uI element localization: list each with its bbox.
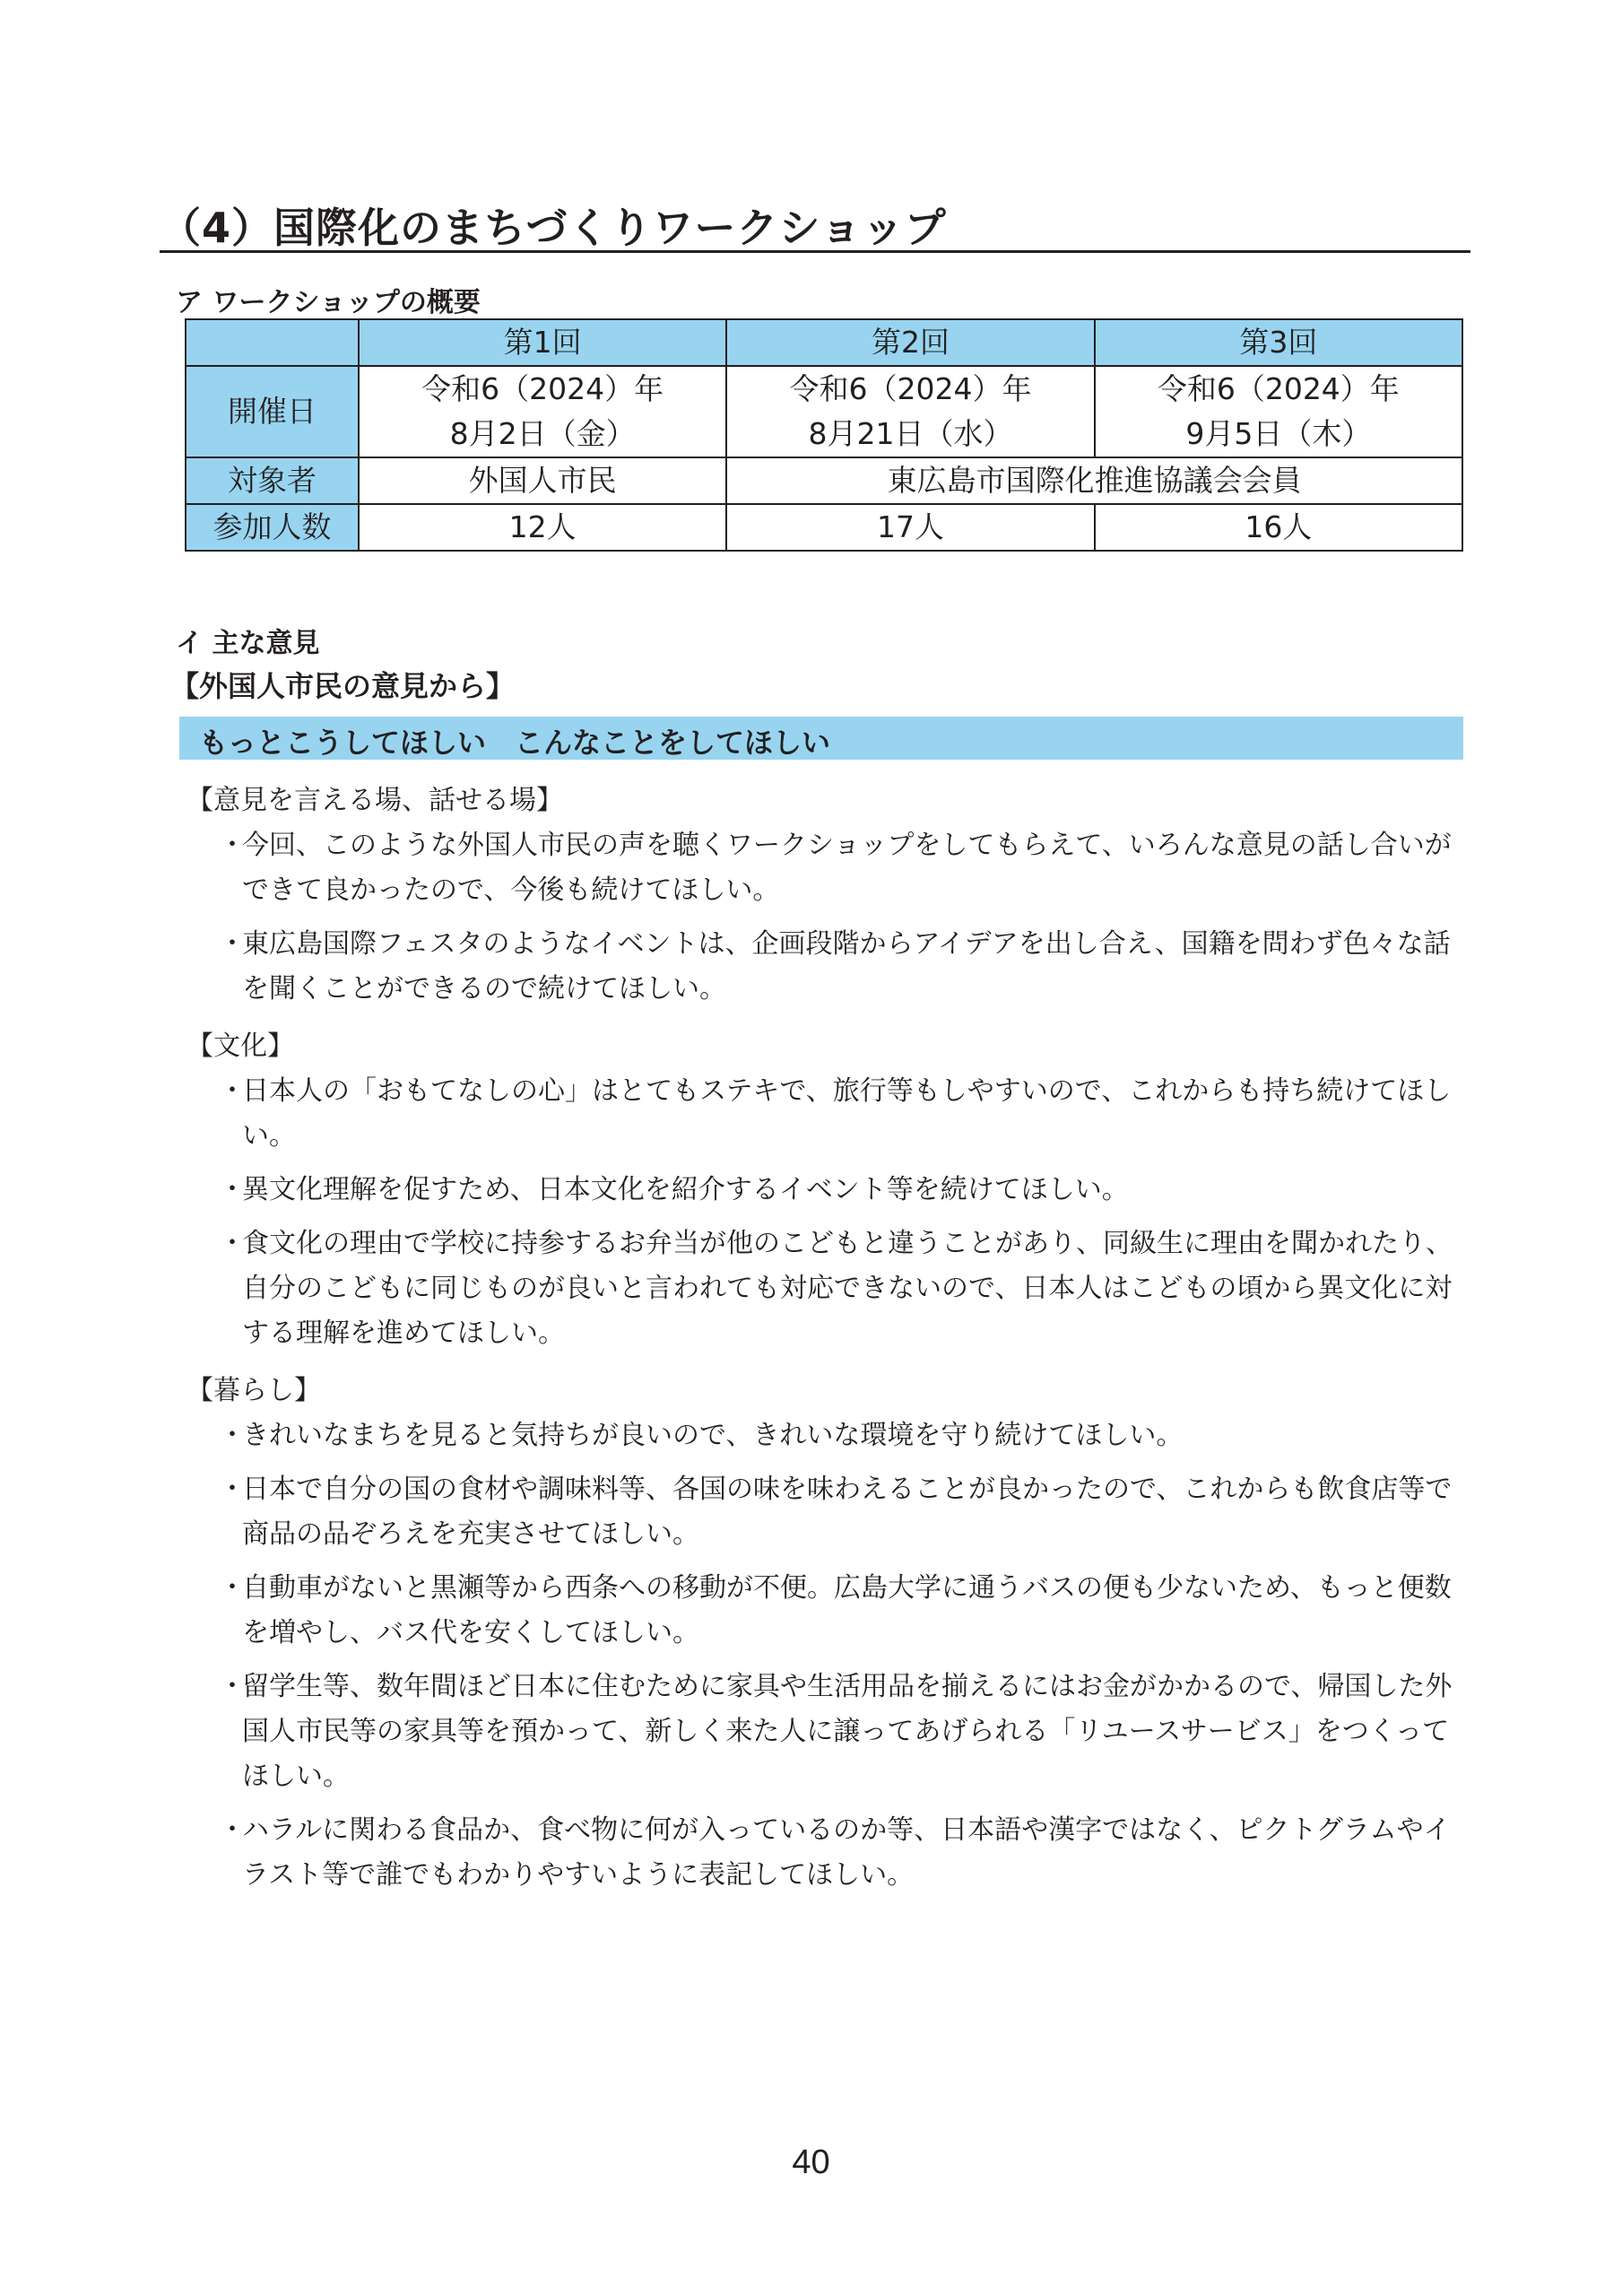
- table-row-date: [186, 366, 1462, 457]
- workshop-overview-table: [185, 318, 1463, 552]
- list-item: [186, 1222, 1465, 1356]
- target-session-1: 外国人市民: [359, 457, 726, 504]
- list-item: [186, 1168, 1465, 1213]
- date-session-1-day: 8月2日（金）: [449, 416, 636, 451]
- bullet-mark: ・: [219, 1174, 246, 1205]
- section-title-underline: [160, 250, 1470, 253]
- participants-session-1: 12人: [359, 504, 726, 551]
- opinions-source-heading: 【外国人市民の意見から】: [170, 669, 516, 703]
- bullet-mark: ・: [219, 1814, 246, 1846]
- list-item-text: ハラルに関わる食品か、食べ物に何が入っているのか等、日本語や漢字ではなく、ピクトグラムやイラスト等で誰でもわかりやすいように表記してほしい。: [242, 1814, 1451, 1891]
- list-item: [186, 1069, 1465, 1159]
- bullet-mark: ・: [219, 830, 246, 861]
- opinions-list: [186, 778, 1465, 1898]
- date-session-3-day: 9月5日（木）: [1185, 416, 1372, 451]
- bullet-mark: ・: [219, 928, 246, 960]
- list-item-text: 自動車がないと黒瀬等から西条への移動が不便。広島大学に通うバスの便も少ないため、もっと便数を増やし、バス代を安くしてほしい。: [242, 1572, 1452, 1648]
- request-band-label: もっとこうしてほしい こんなことをしてほしい: [199, 726, 831, 760]
- category-items: [186, 1069, 1465, 1356]
- list-item-text: 東広島国際フェスタのようなイベントは、企画段階からアイデアを出し合え、国籍を問わず色々な話を聞くことができるので続けてほしい。: [242, 928, 1451, 1004]
- date-session-1-year: 令和6（2024）年: [421, 371, 664, 406]
- list-item: [186, 1467, 1465, 1557]
- participants-session-3: 16人: [1095, 504, 1462, 551]
- opinions-heading: イ 主な意見: [176, 628, 320, 659]
- row-label-participants: 参加人数: [186, 504, 359, 551]
- bullet-mark: ・: [219, 1075, 246, 1107]
- list-item-text: 日本人の「おもてなしの心」はとてもステキで、旅行等もしやすいので、これからも持ち続けてほしい。: [242, 1075, 1452, 1152]
- list-item-text: 異文化理解を促すため、日本文化を紹介するイベント等を続けてほしい。: [242, 1174, 1129, 1205]
- bullet-mark: ・: [219, 1228, 246, 1259]
- date-session-3: [1095, 366, 1462, 457]
- target-session-2-3: 東広島市国際化推進協議会会員: [726, 457, 1462, 504]
- date-session-1: [359, 366, 726, 457]
- list-item: [186, 1808, 1465, 1898]
- category-heading: 【意見を言える場、話せる場】: [186, 785, 563, 816]
- list-item-text: きれいなまちを見ると気持ちが良いので、きれいな環境を守り続けてほしい。: [242, 1420, 1184, 1451]
- date-session-2: [726, 366, 1094, 457]
- list-item: [186, 1413, 1465, 1458]
- list-item: [186, 922, 1465, 1012]
- category-heading: 【暮らし】: [186, 1375, 321, 1406]
- list-item-text: 留学生等、数年間ほど日本に住むために家具や生活用品を揃えるにはお金がかかるので、帰国した外国人市民等の家具等を預かって、新しく来た人に譲ってあげられる「リユースサービス」をつくってほしい。: [242, 1671, 1453, 1792]
- category-items: [186, 1413, 1465, 1898]
- date-session-3-year: 令和6（2024）年: [1157, 371, 1400, 406]
- list-item: [186, 1665, 1465, 1799]
- date-session-2-year: 令和6（2024）年: [789, 371, 1032, 406]
- column-header-session-1: 第1回: [359, 319, 726, 366]
- row-label-target: 対象者: [186, 457, 359, 504]
- list-item: [186, 823, 1465, 913]
- table-header-row: [186, 319, 1462, 366]
- bullet-mark: ・: [219, 1671, 246, 1702]
- category-items: [186, 823, 1465, 1012]
- category-heading: 【文化】: [186, 1031, 294, 1062]
- participants-session-2: 17人: [726, 504, 1094, 551]
- page-number: 40: [792, 2144, 830, 2181]
- section-title: （4）国際化のまちづくりワークショップ: [160, 204, 947, 252]
- bullet-mark: ・: [219, 1474, 246, 1505]
- request-band: [179, 717, 1463, 760]
- row-label-date: 開催日: [186, 366, 359, 457]
- list-item-text: 日本で自分の国の食材や調味料等、各国の味を味わえることが良かったので、これからも飲食店等で商品の品ぞろえを充実させてほしい。: [242, 1474, 1453, 1550]
- list-item-text: 今回、このような外国人市民の声を聴くワークショップをしてもらえて、いろんな意見の話し合いができて良かったので、今後も続けてほしい。: [242, 830, 1452, 906]
- list-item: [186, 1566, 1465, 1656]
- column-header-session-2: 第2回: [726, 319, 1094, 366]
- list-item-text: 食文化の理由で学校に持参するお弁当が他のこどもと違うことがあり、同級生に理由を聞かれたり、自分のこどもに同じものが良いと言われても対応できないので、日本人はこどもの頃から異文化に対する理解を進めてほしい。: [242, 1228, 1453, 1349]
- table-corner-cell: [186, 319, 359, 366]
- overview-heading: ア ワークショップの概要: [176, 287, 481, 318]
- bullet-mark: ・: [219, 1572, 246, 1604]
- bullet-mark: ・: [219, 1420, 246, 1451]
- table-row-target: [186, 457, 1462, 504]
- date-session-2-day: 8月21日（水）: [808, 416, 1013, 451]
- table-row-participants: [186, 504, 1462, 551]
- column-header-session-3: 第3回: [1095, 319, 1462, 366]
